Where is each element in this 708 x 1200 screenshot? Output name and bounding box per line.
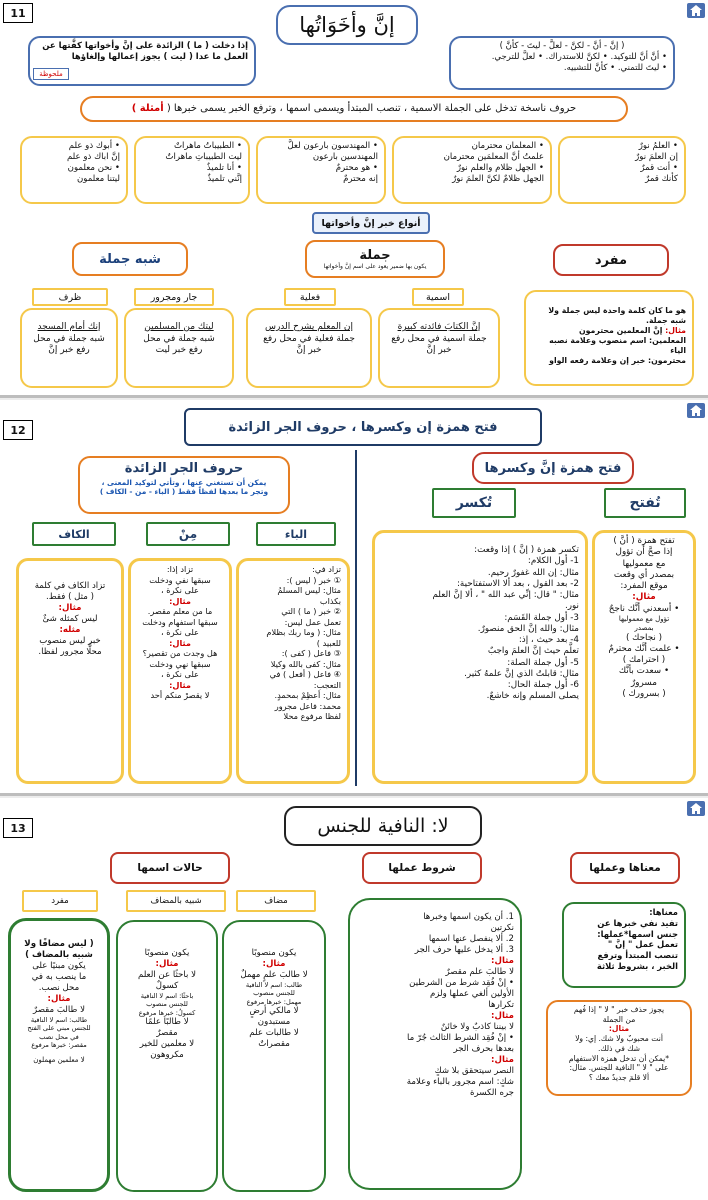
text-line: لا معلمين مهملون: [33, 1055, 85, 1064]
text-line: باحثًا: اسم لا النافية: [140, 992, 194, 1000]
text-line: محترمون: خبر إن وعلامة رفعه الواو: [549, 355, 686, 365]
text-line: مثال:: [632, 592, 656, 603]
mudaf-heading: مضاف: [236, 890, 316, 912]
text-line: يمكن أن تستغني عنها ، وتأتي لتوكيد المعنى ،: [101, 477, 267, 487]
text-line: [532, 326, 686, 336]
text-line: ألا قلمَ جديدٌ معك ؟: [588, 1073, 650, 1083]
text-line: بعدها بحرف الجر: [453, 1044, 514, 1054]
text-line: 2. ألا ينفصل عنها اسمها: [428, 934, 514, 944]
text-line: يكون منصوبًا: [144, 948, 190, 958]
example-box: [134, 136, 250, 204]
text-line: • المهندسون بارعون لعلَّ: [287, 141, 378, 151]
slide-number: 11: [3, 3, 33, 23]
text-line: على نكرة ،: [161, 585, 199, 595]
mufrad-heading: مفرد: [22, 890, 98, 912]
text-line: إنَّ اباك ذو علم: [66, 152, 120, 162]
text-line: ليتك من المسلمين: [144, 322, 214, 332]
slide-11: [0, 0, 708, 398]
text-line: بمصدر أي وقعت: [613, 569, 675, 580]
text-line: مثال: والله إنَّ الحق منصورٌ.: [477, 623, 579, 634]
text-line: ④ فاعل ( أفعل ) في: [269, 669, 341, 679]
text-line: كسولٌ: خبرها مرفوع: [138, 1008, 196, 1017]
text-line: على نكرة ،: [161, 627, 199, 637]
home-icon[interactable]: [687, 3, 705, 18]
text-line: للجنس مبني على الفتح: [27, 1024, 91, 1033]
text-line: خبر إنَّ: [296, 345, 322, 356]
text-line: ③ فاعل ( كفى ):: [281, 648, 341, 658]
shibh-heading: شبه جملة: [72, 242, 188, 276]
text-line: ( بسرورك ): [622, 688, 666, 699]
text-line: لا طالبَ علمٍ مهملٌ: [240, 970, 308, 980]
text-line: • إنْ فُقِد الشرط الثالث جُرّ ما: [406, 1033, 514, 1043]
text-line: التعجب:: [313, 679, 341, 690]
text-line: تعلَّم حيث إنَّ العلمَ واجبٌ: [487, 646, 579, 657]
text-line: على نكرة ،: [161, 669, 199, 679]
text-line: الخبر ، بشروط ثلاثة: [596, 960, 678, 971]
text-line: على " لا " النافية للجنس. مثال:: [569, 1063, 669, 1073]
particles-box: [449, 36, 675, 90]
text-line: في محل نصب: [39, 1032, 79, 1041]
text-line: لا مالكي أرضٍ: [249, 1006, 299, 1017]
text-line: مهمل: خبرها مرفوع: [246, 997, 302, 1006]
text-line: شبيه بالمضاف ): [25, 950, 93, 960]
text-line: 3- أول جملة القَسَم:: [504, 612, 579, 623]
text-line: طالب: اسم لا النافية: [245, 981, 303, 989]
text-line: لا معلمين للخير: [139, 1039, 195, 1050]
text-line: تنصب المبتدأ وترفع: [597, 950, 678, 960]
text-line: طالب: اسم لا النافية: [30, 1016, 88, 1024]
text-line: بمصدر: [634, 623, 654, 632]
text-line: مثال:: [58, 603, 82, 613]
text-line: شبه جملة.: [645, 315, 686, 325]
text-line: نكرتين: [490, 923, 514, 933]
kaf-box: [16, 558, 124, 784]
mudaf-box: [222, 920, 326, 1192]
text-line: أنت محبوبٌ ولا شك. إي: ولا: [575, 1034, 663, 1044]
text-line: • الجهل ظلام والعلم نورٌ: [456, 163, 544, 173]
text-line: يصلى المسلم وإنه خاشعٌ.: [486, 691, 579, 702]
zarf-heading: ظرف: [32, 288, 108, 306]
slide-12: [0, 400, 708, 796]
fiiliyya-box: [246, 308, 372, 388]
ismiyya-heading: اسمية: [412, 288, 464, 306]
text-line: مثال: كفى بالله وكيلا: [270, 658, 341, 669]
text-line: • أنا تلميذٌ: [206, 163, 242, 173]
maana-box: [562, 902, 686, 988]
text-line: مثال: " قال: إنِّي عبد الله " ، ألا إنَّ العلم: [432, 590, 579, 600]
text-line: معناها:: [649, 907, 678, 917]
text-line: ( نجاحك ): [625, 632, 663, 643]
text-line: لا طالبات علم: [249, 1028, 299, 1039]
text-line: تزاد في:: [312, 564, 341, 574]
text-line: لا بيننا كاذبٌ ولا خائنٌ: [440, 1022, 514, 1032]
shabih-heading: شبيه بالمضاف: [126, 890, 226, 912]
text-line: مع معموليها: [622, 558, 666, 569]
example-box: [256, 136, 386, 204]
text-line: لا طالبَ علم مقصرٌ: [445, 967, 514, 977]
text-line: • هو محترمٌ: [335, 163, 378, 173]
text-line: إذا صحَّ أن تؤول: [615, 547, 673, 558]
mufrad-heading: مفرد: [553, 244, 669, 276]
text-line: ما من معلم مقصر.: [147, 606, 213, 616]
text-line: خبر ليس منصوب: [39, 636, 101, 646]
text-line: ما ينصب به في: [31, 972, 87, 982]
text-line: المهندسين بارعون: [312, 152, 378, 162]
text-line: موقع المفرد:: [620, 581, 668, 591]
text-line: يكون منصوبًا: [251, 948, 297, 958]
text-line: بكذاب: [319, 595, 341, 606]
text-line: هل وجدت من تقصير؟: [142, 648, 218, 658]
text-line: ② خبر ( ما ) التي: [281, 606, 341, 616]
text-line: مقصر: خبرها مرفوع: [31, 1041, 87, 1050]
text-line: رفع خبر إنَّ: [48, 345, 90, 356]
text-line: مقصرٌ: [156, 1028, 178, 1039]
text-line: جملة فعلية في محل رفع: [263, 333, 355, 344]
text-line: 1. أن يكون اسمها وخبرها: [423, 912, 514, 922]
example-box: [20, 136, 128, 204]
text-line: يكون مبنيًا على: [32, 961, 86, 971]
text-line: سبقها نفي ودخلت: [149, 574, 211, 585]
text-line: علمتُ أنَّ المعلمَين محترمان: [443, 152, 544, 162]
text-line: سبقها نهي ودخلت: [149, 658, 211, 669]
text-line: ليت الطبيباتِ ماهراتٌ: [165, 152, 242, 162]
note-label: ملحوظة: [33, 68, 69, 80]
text-line: تكرارها: [488, 1000, 514, 1010]
text-line: 6- أول جملة الحال:: [507, 680, 579, 690]
min-heading: مِنْ: [146, 522, 230, 546]
tuftah-box: [592, 530, 696, 784]
text-line: مثال: إن الله غفورٌ رحيم.: [487, 567, 579, 578]
text-line: الأولين ألغي عملها ولزم: [429, 989, 514, 999]
text-line: هو ما كان كلمة واحدة ليس جملة ولا: [548, 306, 686, 315]
fiiliyya-heading: فعلية: [284, 288, 336, 306]
text-line: جره الكسرة: [470, 1088, 514, 1098]
text-line: المعلمين: اسم منصوب وعلامة نصبه الياء: [549, 335, 686, 355]
text-line: إذا دخلت ( ما ) الزائدة على إنَّ وأخواتها كفَّتها عن: [42, 41, 248, 51]
text-line: مثال: ليس المسلمُ: [277, 585, 341, 595]
text-line: • إنْ فُقِد شرط من الشرطين: [409, 978, 514, 988]
slide-number: 12: [3, 420, 33, 440]
text-line: • العلمُ نورٌ: [638, 141, 678, 151]
text-line: ليتنا معلمون: [76, 174, 120, 184]
text-line: للجنس منصوب: [146, 1000, 188, 1009]
baa-box: [236, 558, 350, 784]
tuftah-heading: تُفتح: [604, 488, 686, 518]
text-line: شكٍ: اسم مجرور بالباء وعلامة: [406, 1077, 514, 1087]
text-line: • سعدت بأنَّك: [618, 666, 670, 677]
text-line: تؤول مع معموليها: [618, 614, 670, 623]
text-line: مثال:: [169, 637, 191, 648]
kaf-heading: الكاف: [32, 522, 116, 546]
text-line: إن المعلم يشرح الدرس: [264, 322, 354, 332]
text-line: ليس كمثله شئٌ: [42, 614, 98, 624]
text-line: وتجر ما بعدها لفظاً فقط ( الباء - من - الكاف ): [99, 487, 269, 497]
text-line: ( إنَّ - أنَّ - لكنَّ - لعلَّ - ليتَ - كأنَّ ): [499, 41, 625, 51]
text-line: *يمكن أن تدخل همزة الاستفهام: [568, 1053, 670, 1063]
text-line: الجهل ظلامٌ لكنَّ العلمَ نورٌ: [452, 174, 544, 184]
text-line: ( احترامك ): [622, 655, 666, 666]
text-line: • أنت قمرٌ: [640, 163, 678, 173]
text-line: سبقها استفهام ودخلت: [142, 616, 218, 627]
page-title: إنَّ وأخَوَاتُها: [276, 5, 418, 45]
text-line: مثال:: [169, 679, 191, 690]
text-line: محل نصب.: [38, 983, 80, 993]
text-line: تفتح همزة ( أنَّ ): [613, 536, 675, 546]
example-box: [392, 136, 552, 204]
text-line: 1- أول الكلام:: [527, 556, 579, 567]
page-title: لا: النافية للجنس: [284, 806, 482, 846]
left-title-box: [78, 456, 290, 514]
shurut-box: [348, 898, 522, 1190]
text-line: حروف ناسخة تدخل على الجملة الاسمية ، تنصب المبتدأ ويسمى اسمها ، وترفع الخبر يسمى خبرها (: [163, 103, 577, 114]
text-line: العمل ما عدا ( ليت ) يجوز إعمالها وإلغاؤها: [71, 51, 248, 62]
text-line: تعمل عمل ليس:: [284, 616, 341, 627]
text-line: ( ليس مضافًا ولا: [24, 939, 94, 949]
text-line: إنَّ المعلمين محترمون: [579, 325, 663, 335]
text-line: يكون بها ضمير يعود على اسم إنَّ وأخواتها: [323, 263, 427, 270]
right-title: فتح همزة إنَّ وكسرها: [472, 452, 634, 484]
types-title: أنواع خبر إنَّ وأخواتها: [312, 212, 430, 234]
text-line: تكسر همزة ( إنَّ ) إذا وقعت:: [474, 545, 579, 555]
mufrad-box: [524, 290, 694, 386]
text-line: للعبيد ): [316, 637, 341, 648]
text-line: • أنَّ أنَّ للتوكيد. • لكنَّ للاستدراك. • لعلَّ للترجي.: [491, 51, 667, 62]
halat-heading: حالات اسمها: [110, 852, 230, 884]
text-line: كأنك قمرٌ: [645, 174, 678, 184]
text-line: محمد: فاعل مجرور: [274, 700, 341, 711]
text-line: 3. ألا يدخل عليها حرف الجر: [414, 945, 514, 955]
text-line: لا يقصرْ منكم أحد: [150, 690, 210, 700]
baa-heading: الباء: [256, 522, 336, 546]
text-line: • أبوك ذو علم: [68, 141, 120, 151]
text-line: مكروهون: [150, 1050, 184, 1061]
text-line: إن العلمَ نورٌ: [635, 152, 678, 162]
text-line: تزاد الكاف في كلمة: [34, 581, 106, 591]
text-line: مثال:: [665, 325, 686, 335]
text-line: مسرورٌ: [631, 677, 657, 688]
text-line: تعمل عمل " إنَّ ": [607, 939, 678, 950]
text-line: • نحن معلمون: [67, 163, 120, 173]
text-line: مثال: أعظِمْ بمحمدٍ.: [274, 690, 341, 700]
text-line: أمثلة ): [131, 103, 164, 114]
mufrad-box: [8, 918, 110, 1192]
min-box: [128, 558, 232, 784]
text-line: مثال: قابلتُ الذي إنَّ علمهُ كثير.: [464, 668, 579, 679]
text-line: رفع خبر ليت: [155, 345, 203, 356]
text-line: مثال:: [491, 956, 514, 966]
text-line: للجنس منصوب: [253, 989, 295, 998]
text-line: مثال:: [608, 1024, 630, 1034]
text-line: • ليتَ للتمني. • كأنَّ للتشبيه.: [563, 62, 667, 73]
hadhf-box: [546, 1000, 692, 1096]
text-line: مثله:: [59, 625, 81, 635]
jumla-heading: [305, 240, 445, 278]
text-line: إنك أمام المسجد: [37, 322, 101, 332]
definition-box: [80, 96, 628, 122]
ismiyya-box: [378, 308, 500, 388]
text-line: 2- بعد القول ، بعد ألا الاستفتاحية:: [456, 578, 579, 589]
text-line: مثال:: [491, 1055, 514, 1065]
tuksar-box: [372, 530, 588, 784]
home-icon[interactable]: [687, 801, 705, 816]
text-line: لا طالبًا علمًا: [145, 1017, 189, 1028]
text-line: جنس اسمها*عملها:: [597, 928, 678, 939]
jar-box: [124, 308, 234, 388]
text-line: • المعلمان محترمان: [471, 141, 544, 151]
text-line: إنَّ الكتابَ فائدته كبيرة: [397, 322, 481, 332]
text-line: مثال:: [47, 994, 71, 1004]
text-line: مثال:: [262, 959, 286, 969]
text-line: النصر سيتحقق بلا شكٍ: [434, 1066, 514, 1076]
text-line: لا باحثًا عن العلم: [137, 970, 197, 980]
slide-number: 13: [3, 818, 33, 838]
page-title: فتح همزة إن وكسرها ، حروف الجر الزائدة: [184, 408, 542, 446]
text-line: جملة اسمية في محل رفع: [391, 333, 487, 344]
text-line: شك في ذلك.: [597, 1043, 641, 1053]
jar-heading: جار ومجرور: [134, 288, 214, 306]
tuksar-heading: تُكسر: [432, 488, 516, 518]
text-line: • أسعدني أنَّك ناجحٌ: [608, 603, 680, 614]
text-line: ① خبر ( ليس ):: [286, 574, 341, 585]
divider: [355, 450, 357, 786]
text-line: 5- أول جملة الصلة:: [507, 657, 579, 668]
text-line: مستبدون: [257, 1017, 291, 1028]
maana-heading: معناها وعملها: [570, 852, 680, 884]
text-line: لفظا مرفوع محلا: [283, 711, 341, 721]
text-line: مثال: ( وما ربك بظلام: [266, 627, 341, 637]
text-line: مثال:: [169, 595, 191, 606]
text-line: شبه جملة في محل: [33, 333, 105, 344]
text-line: محلًّا مجرور لفظا.: [38, 647, 102, 657]
text-line: مثال:: [155, 959, 179, 969]
text-line: خبر إنَّ: [426, 345, 452, 356]
text-line: كسولٌ: [155, 981, 179, 991]
text-line: تفيد نفي خبرها عن: [597, 917, 678, 928]
text-line: تزاد إذا:: [166, 564, 194, 574]
text-line: يجوز حذف خبر " لا " إذا فُهم: [573, 1005, 665, 1014]
text-line: إنَّني تلميذٌ: [207, 174, 242, 184]
text-line: ( مثل ) فقط.: [46, 592, 94, 602]
text-line: من الجملة: [602, 1014, 636, 1024]
text-line: مقصراتٌ: [258, 1039, 290, 1050]
shurut-heading: شروط عملها: [362, 852, 482, 884]
text-line: • علمت أنَّك محترمٌ: [608, 643, 680, 654]
text-line: 4- بعد حيث ، إذ:: [518, 635, 579, 645]
example-box: [558, 136, 686, 204]
slide-13: [0, 798, 708, 1200]
text-line: مثال:: [491, 1011, 514, 1021]
shabih-box: [116, 920, 218, 1192]
home-icon[interactable]: [687, 403, 705, 418]
text-line: حروف الجر الزائدة: [124, 461, 244, 476]
text-line: • الطبيباتُ ماهراتٌ: [173, 141, 242, 151]
text-line: شبه جملة في محل: [143, 333, 215, 344]
text-line: إنه محترمٌ: [343, 174, 378, 184]
text-line: نور.: [564, 601, 579, 612]
zarf-box: [20, 308, 118, 388]
text-line: لا طالبَ مقصرٌ: [32, 1005, 86, 1015]
text-line: جملة: [359, 248, 391, 263]
